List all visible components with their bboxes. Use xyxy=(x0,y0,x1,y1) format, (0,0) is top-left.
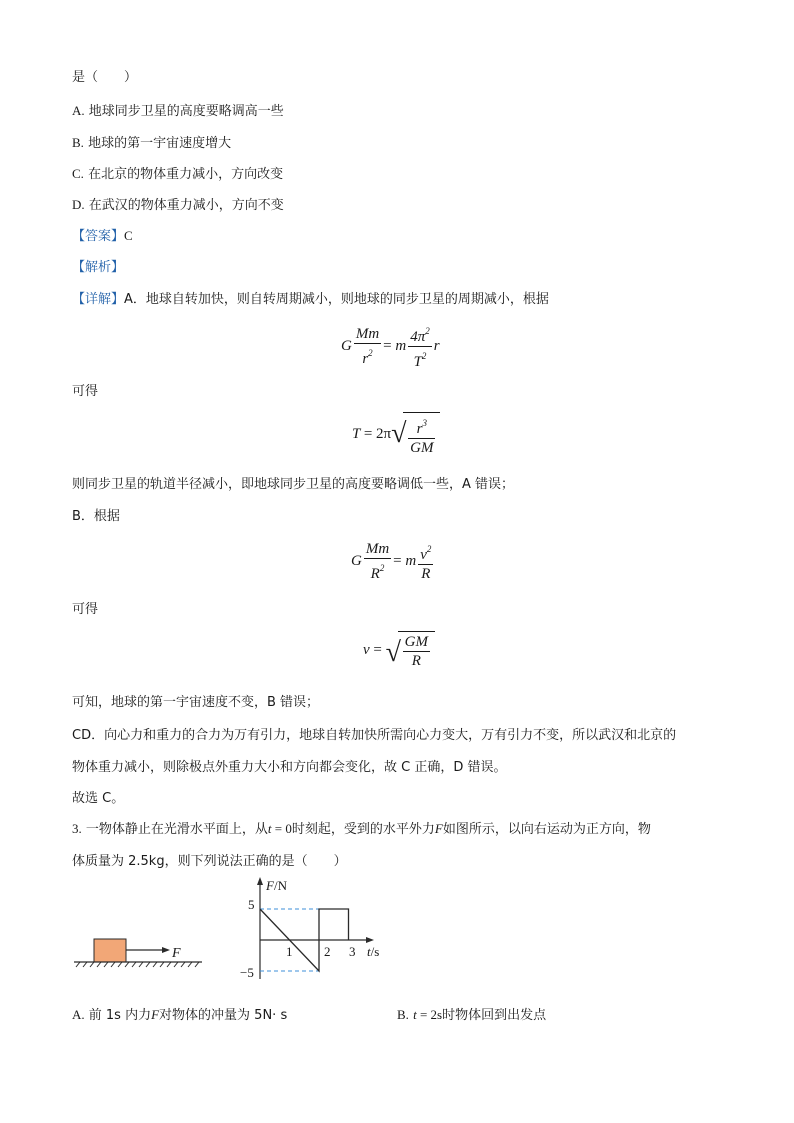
y-tick-minus-5: −5 xyxy=(240,965,254,980)
block-figure xyxy=(70,930,210,975)
block xyxy=(94,939,126,962)
q3-option-b: B. t = 2s时物体回到出发点 xyxy=(397,1007,547,1023)
x-tick-1: 1 xyxy=(286,944,293,959)
equation-orbital-speed: G $\frac{Mm}{R^2}$ = m $\frac{v^2}{R}$ xyxy=(351,541,432,582)
detail-part-b: B．根据 xyxy=(72,509,120,524)
detail-part-b-conclusion: 可知，地球的第一宇宙速度不变，B 错误； xyxy=(72,695,320,710)
equation-period: T = 2π √ $\frac{r^3}{GM}$ xyxy=(352,412,440,457)
q3-option-a: A. 前 1s 内力F对物体的冲量为 5N· s xyxy=(72,1007,288,1023)
force-arrowhead xyxy=(162,947,170,953)
ground-hatch xyxy=(76,962,199,967)
x-tick-2: 2 xyxy=(324,944,331,959)
detail-part-a: 【详解】A．地球自转加快，则自转周期减小，则地球的同步卫星的周期减小，根据 xyxy=(72,292,549,307)
detail-part-cd-2: 物体重力减小，则除极点外重力大小和方向都会变化，故 C 正确，D 错误。 xyxy=(72,760,507,775)
detail-part-a-conclusion: 则同步卫星的轨道半径减小，即地球同步卫星的高度要略调低一些，A 错误； xyxy=(72,477,515,492)
question3-line2: 体质量为 2.5kg，则下列说法正确的是（ ） xyxy=(72,854,347,869)
x-axis-label: t/s xyxy=(367,944,380,959)
option-c: C. 在北京的物体重力减小，方向改变 xyxy=(72,166,284,182)
equation-first-cosmic-velocity: v = √ $\frac{GM}{R}$ xyxy=(363,631,435,670)
force-time-graph xyxy=(228,873,398,985)
question3-line1: 3. 一物体静止在光滑水平面上，从t = 0时刻起，受到的水平外力F如图所示，以向右运动为正方向，物 xyxy=(72,821,651,837)
analysis-label: 【解析】 xyxy=(72,260,125,275)
option-a: A. 地球同步卫星的高度要略调高一些 xyxy=(72,103,284,119)
x-tick-3: 3 xyxy=(349,944,356,959)
keyi-1: 可得 xyxy=(72,384,99,399)
option-d: D. 在武汉的物体重力减小，方向不变 xyxy=(72,197,284,213)
answer-line: 【答案】C xyxy=(72,228,133,244)
detail-final: 故选 C。 xyxy=(72,791,125,806)
x-axis-arrowhead xyxy=(366,937,374,943)
y-axis-arrowhead xyxy=(257,877,263,885)
force-label: F xyxy=(172,946,181,961)
y-axis-label: F/N xyxy=(266,878,287,893)
detail-part-cd-1: CD．向心力和重力的合力为万有引力，地球自转加快所需向心力变大，万有引力不变，所以武汉和北京的 xyxy=(72,728,677,743)
option-b: B. 地球的第一宇宙速度增大 xyxy=(72,135,232,151)
y-tick-5: 5 xyxy=(248,897,255,912)
keyi-2: 可得 xyxy=(72,602,99,617)
equation-gravity-period: G $\frac{Mm}{r^2}$ = m $\frac{4\pi^2}{T^2}$ r xyxy=(341,322,440,371)
question-stem-tail: 是（ ） xyxy=(72,70,138,85)
